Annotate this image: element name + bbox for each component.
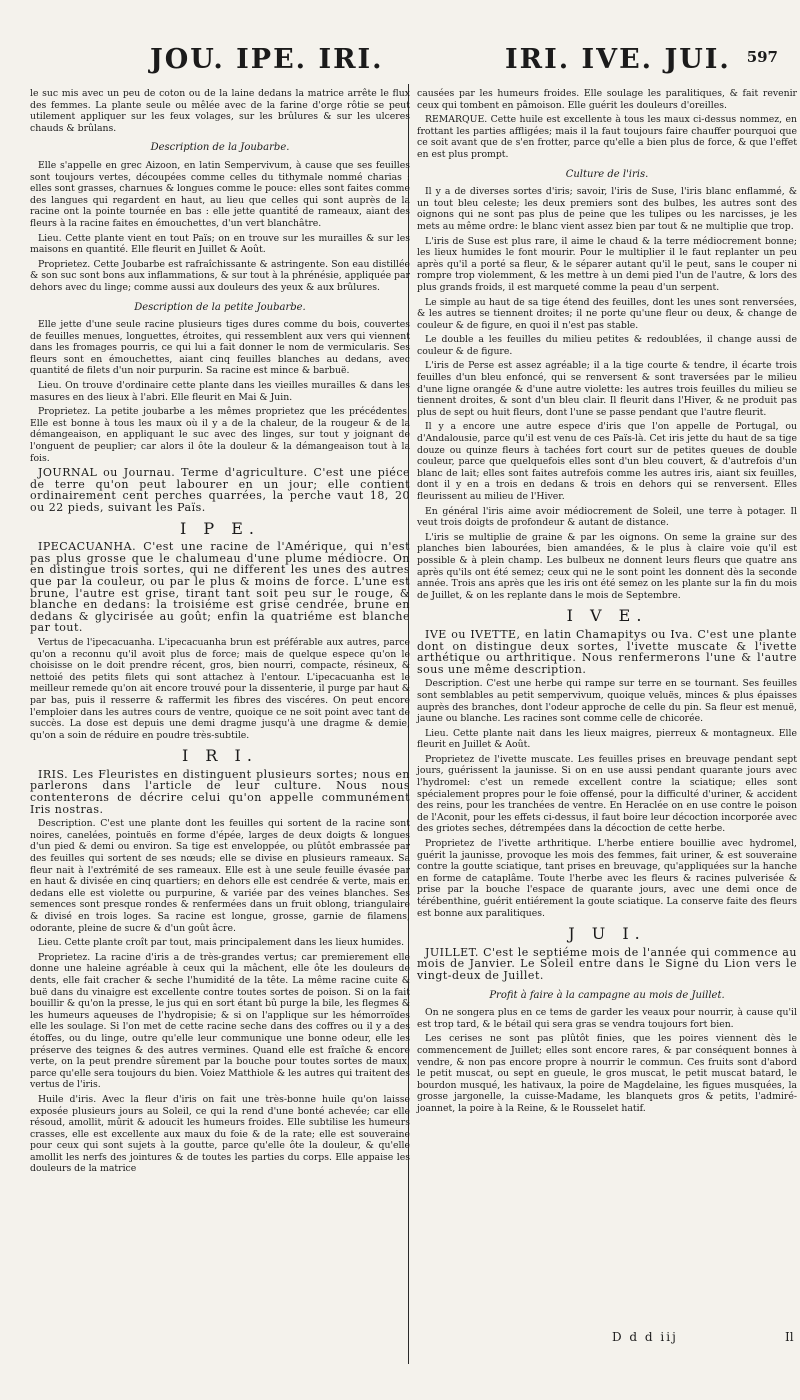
paragraph: Proprietez de l'ivette muscate. Les feuilles prises en breuvage pendant sept jours, guérissent la jaunisse. Si on en use aussi pendant quarante jours avec l'hydromel: c'est un remede excellent contre la sciatique; elles sont spécialement propres pour le foie offensé, pour la difficulté d'uriner, & accident des reins, pour les tranchées de ventre. En Heraclée on en use contre le poison de l'Aconit, pour les effets ci-dessus, il faut boire leur décoction incorporée avec des griotes seches, détrempées dans la décoction de cette herbe. (417, 753, 797, 835)
paragraph: Lieu. Cette plante croît par tout, mais principalement dans les lieux humides. (38, 937, 405, 949)
paragraph: Elle s'appelle en grec Aizoon, en latin Sempervivum, à cause que ses feuilles sont toujours vertes, découpées comme celles du tithymale nommé charias : elles sont grasses, charnues & longues comme le pouce: elles sont faites comme des langues qui regardent en haut, au lieu que celles qui sont auprès de la racine ont la pointe tournée en bas : elle jette quantité de rameaux, aiant des fleurs à la racine faites en émouchettes, d'un vert blanchâtre. (30, 159, 410, 229)
signature-mark: D d d iij (612, 1330, 678, 1344)
subheading: Profit à faire à la campagne au mois de Juillet. (489, 989, 725, 1001)
section-heading: I R I. (182, 746, 258, 766)
paragraph: Lieu. Cette plante vient en tout Païs; on en trouve sur les murailles & sur les maisons en quantité. Elle fleurit en Juillet & Août. (30, 232, 410, 256)
paragraph: causées par les humeurs froides. Elle soulage les paralitiques, & fait revenir ceux qui tombent en pâmoison. Elle guérit les douleurs d'oreilles. (417, 88, 797, 111)
paragraph: Elle jette d'une seule racine plusieurs tiges dures comme du bois, couvertes de feuilles menues, longuettes, étroites, qui ressemblent aux vers qui viennent dans les fromages pourris, ce qui lui a fait donner le nom de vermicularis. Ses fleurs sont en émouchettes, aiant cinq feuilles blanches au dedans, avec quantité de filets d'un noir purpurin. Sa racine est mince & barbuë. (30, 319, 410, 377)
entry-paragraph: JUILLET. C'est le septiéme mois de l'année qui commence au mois de Janvier. Le Soleil entre dans le Signe du Lion vers le vingt-deux de Juillet. (417, 945, 797, 982)
subheading: Culture de l'iris. (565, 168, 649, 180)
paragraph: Il y a de diverses sortes d'iris; savoir, l'iris de Suse, l'iris blanc enflammé, & un tout bleu celeste; les deux premiers sont des bulbes, les autres sont des oignons qui ne sont pas plus de peine que les tulipes ou les narcisses, je les mets au même ordre: le blanc vient assez bien par tout & ne multiplie que trop. (417, 186, 797, 232)
catchword: Il (785, 1330, 794, 1344)
page-number: 597 (746, 48, 778, 66)
paragraph: Proprietez. La petite joubarbe a les mêmes proprietez que les précédentes. Elle est bonne à tous les maux où il y a de la chaleur, de la rougeur & de la démangeaison, en appliquant le suc avec des linges, sur tout y joignant de l'onguent de peuplier; car alors il ôte la douleur & la démangeaison tout à la fois. (30, 406, 410, 464)
section-heading: J U I. (568, 924, 646, 944)
right-column (417, 88, 797, 1118)
paragraph: L'iris de Suse est plus rare, il aime le chaud & la terre médiocrement bonne; les lieux humides le font mourir. Pour le multiplier il le faut replanter un peu après qu'il a porté sa fleur, & le séparer autant qu'il le peut, sans le couper ni rompre trop violemment, & les mettre à un demi pied l'un de l'autre, & lors des plus grands froids, il est marqueté comme la peau d'un serpent. (417, 235, 797, 293)
paragraph: Lieu. Cette plante nait dans les lieux maigres, pierreux & montagneux. Elle fleurit en Juillet & Août. (417, 727, 797, 751)
paragraph: Proprietez de l'ivette arthritique. L'herbe entiere bouillie avec hydromel, guérit la jaunisse, provoque les mois des femmes, fait uriner, & est souveraine contre la goutte sciatique, tant prises en breuvage, qu'appliquées sur la hanche en forme de cataplâme. Toute l'herbe avec les fleurs & racines pulverisée & prise par la bouche l'espace de quarante jours, avec une demi once de térébenthine, guérit entiérement la goute sciatique. La conserve faite des fleurs est bonne aux paralitiques. (417, 838, 797, 919)
entry-paragraph: IVE ou IVETTE, en latin Chamapitys ou Iva. C'est une plante dont on distingue deux sortes, l'ivette muscate & l'ivette arthétique ou arthritique. Nous renfermerons l'une & l'autre sous une même description. (417, 627, 797, 676)
subheading: Description de la Joubarbe. (150, 142, 290, 154)
paragraph: Vertus de l'ipecacuanha. L'ipecacuanha brun est préférable aux autres, parce qu'on a reconnu qu'il avoit plus de force; mais de quelque espece qu'on le choisisse on le doit prendre récent, gros, bien nourri, compacte, résineux, & nettoié des petits filets qui sont attachez à l'entour. L'ipecacuanha est le meilleur remede qu'on ait encore trouvé pour la dissenterie, il purge par haut & par bas, puis il resserre & raffermit les fibres des viscéres. On peut encore l'emploier dans les autres cours de ventre, quoique ce ne soit point avec tant de succès. La dose est depuis une demi dragme jusqu'à une dragme & demie, qu'on a soin de réduire en poudre très-subtile. (30, 636, 410, 741)
paragraph: Huile d'iris. Avec la fleur d'iris on fait une très-bonne huile qu'on laisse exposée plusieurs jours au Soleil, ce qui la rend d'une bonté achevée; car elle résoud, amollit, mûrit & adoucit les humeurs froides. Elle subtilise les humeurs crasses, elle est excellente aux maux du foie & de la rate; elle est souveraine pour ceux qui sont sujets à la goutte, parce qu'elle ôte la douleur, & qu'elle amollit les nerfs des jointures & de toutes les parties du corps. Elle appaise les douleurs de la matrice (30, 1093, 410, 1175)
paragraph: Le simple au haut de sa tige étend des feuilles, dont les unes sont renversées, & les autres se tiennent droites; il ne porte qu'une fleur ou deux, & change de couleur & de figure, en quoi il n'est pas stable. (417, 296, 797, 331)
paragraph: Il y a encore une autre espece d'iris que l'on appelle de Portugal, ou d'Andalousie, parce qu'il est venu de ces Païs-là. Cet iris jette du haut de sa tige douze ou quinze fleurs à tachées fort court sur de petites queues de double couleur, parce que quelquefois elles sont d'un bleu couvert, & d'autrefois d'un blanc de lait; elles sont faites autrefois comme les autres iris, aiant six feuilles, dont il y en a trois en dedans & trois en dehors qui se renversent. Elles fleurissent au milieu de l'Hiver. (417, 421, 797, 502)
paragraph: Description. C'est une herbe qui rampe sur terre en se tournant. Ses feuilles sont semblables au petit sempervivum, quoique veluës, minces & plus épaisses auprès des branches, dont l'odeur approche de celle du pin. Sa fleur est menuë, jaune ou blanche. Les racines sont comme celle de chicorée. (417, 678, 797, 725)
paragraph: En général l'iris aime avoir médiocrement de Soleil, une terre à potager. Il veut trois doigts de profondeur & autant de distance. (417, 505, 797, 529)
paragraph: On ne songera plus en ce tems de garder les veaux pour nourrir, à cause qu'il est trop tard, & le bétail qui sera gras se vendra toujours fort bien. (417, 1007, 797, 1030)
entry-paragraph: IRIS. Les Fleuristes en distinguent plusieurs sortes; nous en parlerons dans l'article de leur culture. Nous nous contenterons de décrire celui qu'on appelle communément Iris nostras. (30, 767, 410, 816)
paragraph: Les cerises ne sont pas plûtôt finies, que les poires viennent dès le commencement de Juillet; elles sont encore rares, & par conséquent bonnes à vendre, & non pas encore propre à nourrir le commun. Ces fruits sont d'abord le petit muscat, ou sept en gueule, le gros muscat, le petit muscat batard, le bourdon musqué, les hativaux, la poire de Magdelaine, les figues musquées, la grosse jargonelle, la cuisse-Madame, les blanquets gros & petits, l'admiré-joannet, la poire à la Reine, & le Rousselet hatif. (417, 1033, 797, 1114)
paragraph: REMARQUE. Cette huile est excellente à tous les maux ci-dessus nommez, en frottant les parties affligées; mais il la faut toujours faire chauffer pourquoi que ce soit avant que de s'en frotter, parce qu'elle a bien plus de force, & que l'effet en est plus prompt. (417, 114, 797, 160)
section-heading: I P E. (179, 518, 261, 538)
running-head-right: IRI. IVE. JUI. (505, 44, 731, 75)
paragraph: Proprietez. Cette Joubarbe est rafraîchissante & astringente. Son eau distillée & son suc sont bons aux inflammations, & sur tout à la phrénésie, appliquée par dehors avec du linge; comme aussi aux douleurs des yeux & aux brûlures. (30, 258, 410, 293)
paragraph: L'iris se multiplie de graine & par les oignons. On seme la graine sur des planches bien labourées, bien amandées, & le plus à claire voie qu'il est possible & à plein champ. Les bulbeux ne donnent leurs fleurs que quatre ans après qu'ils ont été semez; ceux qui ne le sont point les donnent dès la seconde année. Trois ans après que les iris ont été semez on les plante sur la fin du mois de Juillet, & on les replante dans le mois de Septembre. (417, 531, 797, 601)
entry-paragraph: IPECACUANHA. C'est une racine de l'Amérique, qui n'est pas plus grosse que le chalumeau d'une plume médiocre. On en distingue trois sortes, qui ne different les unes des autres que par la couleur, ou par le plus & moins de force. L'une est brune, l'autre est grise, tirant tant soit peu sur le rouge, & blanche en dedans: la troisiéme est grise cendrée, brune en dedans & glycirisée au goût; enfin la quatriéme est blanche par tout. (30, 540, 410, 635)
left-column (30, 88, 410, 1178)
paragraph: L'iris de Perse est assez agréable; il a la tige courte & tendre, il écarte trois feuilles d'un bleu enfoncé, qui se renversent & sont traversées par le milieu d'une ligne orangée & d'une autre violette: les autres trois feuilles du milieu se tiennent droites, & sont d'un bleu clair. Il fleurit dans l'Hiver, & ne produit pas plus de sept ou huit fleurs, dont l'une se passe pendant que l'autre fleurit. (417, 360, 797, 418)
paragraph: Proprietez. La racine d'iris a de très-grandes vertus; car premierement elle donne une haleine agréable à ceux qui la mâchent, elle ôte les douleurs de dents, elle fait cracher & seche l'humidité de la tête. La même racine cuite & buë dans du vinaigre est excellente contre toutes sortes de poison. Si on la fait bouillir & qu'on la presse, le jus qui en sort étant bû purge la bile, les flegmes & les humeurs aqueuses de l'hydropisie; & si on l'applique sur les hémorroïdes elle les soulage. Si l'on met de cette racine seche dans des coffres ou il y a des étoffes, ou du linge, outre qu'elle leur communique une bonne odeur, elle les préserve des teignes & des autres vermines. Quand elle est fraîche & encore verte, on la peut prendre sûrement par la bouche pour toutes sortes de maux, parce qu'elle sera toujours du bien. Voiez Matthiole & les autres qui traitent des vertus de l'iris. (30, 951, 410, 1091)
paragraph: Le double a les feuilles du milieu petites & redoublées, il change aussi de couleur & de figure. (417, 334, 797, 357)
paragraph: Description. C'est une plante dont les feuilles qui sortent de la racine sont noires, canelées, pointuës en forme d'épée, larges de deux doigts & longues d'un pied & demi ou environ. Sa tige est enveloppée, ou plûtôt embrassée par des feuilles qui sortent de ses nœuds; elle se divise en plusieurs rameaux. Sa fleur nait à l'extrémité de ses rameaux. Elle est à une seule feuille évasée par en haut & divisée en cinq quartiers; en dehors elle est cendrée & verte, mais en dedans elle est violette ou purpurine, & variée par des veines blanches. Ses semences sont presque rondes & renfermées dans un fruit oblong, triangulaire & divisé en trois loges. Sa racine est longue, grosse, garnie de filamens, odorante, pleine de sucre & d'un goût âcre. (30, 818, 410, 934)
running-head-left: JOU. IPE. IRI. (150, 44, 384, 75)
paragraph: le suc mis avec un peu de coton ou de la laine dedans la matrice arrête le flux des femmes. La plante seule ou mêlée avec de la farine d'orge rôtie se peut utilement appliquer sur les feux volages, sur les brûlures & sur les ulceres chauds & brûlans. (30, 88, 410, 134)
section-heading: I V E. (566, 606, 648, 626)
paragraph: Lieu. On trouve d'ordinaire cette plante dans les vieilles murailles & dans les masures en des lieux à l'abri. Elle fleurit en Mai & Juin. (30, 380, 410, 403)
entry-paragraph: JOURNAL ou Journau. Terme d'agriculture. C'est une piéce de terre qu'on peut labourer en un jour; elle contient ordinairement cent perches quarrées, la perche vaut 18, 20 ou 22 pieds, suivant les Païs. (30, 466, 410, 514)
subheading: Description de la petite Joubarbe. (134, 301, 306, 313)
